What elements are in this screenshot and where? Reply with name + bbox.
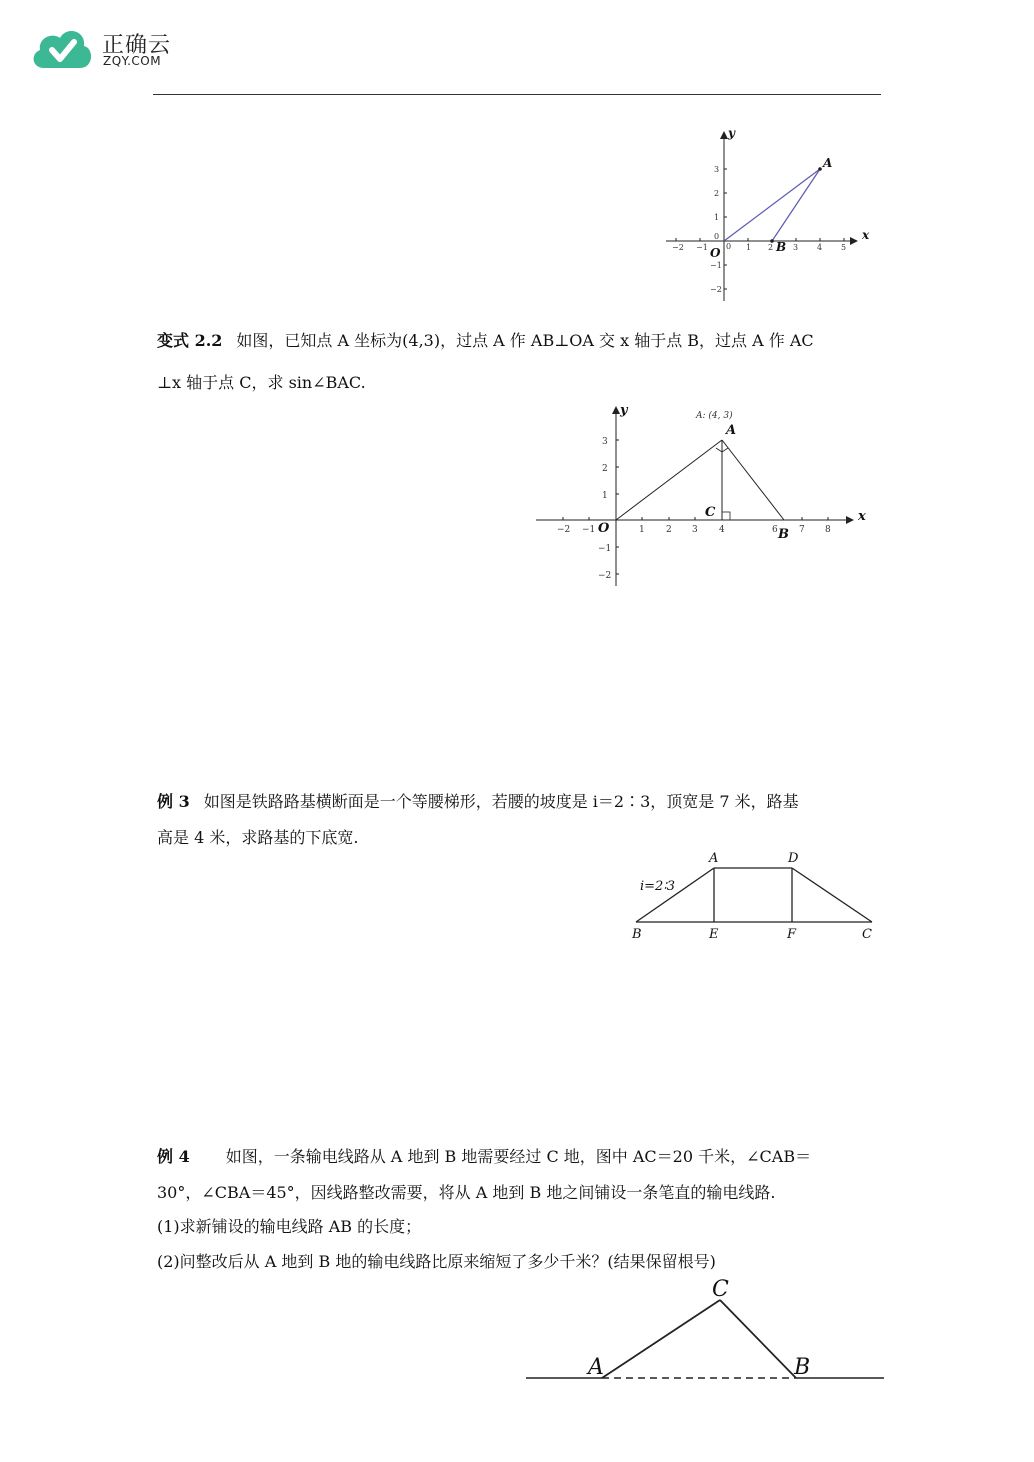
point-c-label: C xyxy=(862,927,872,942)
x-tick-label: −2 xyxy=(672,243,684,252)
segment-ab xyxy=(772,169,820,241)
x-tick-label: 1 xyxy=(639,525,645,535)
leg-ab xyxy=(636,868,714,922)
x-tick-label: 8 xyxy=(825,525,831,535)
example-3-text-line1: 如图是铁路路基横断面是一个等腰梯形，若腰的坡度是 i＝2∶3，顶宽是 7 米，路基 xyxy=(203,792,799,811)
x-tick-label: 3 xyxy=(692,525,698,535)
slope-label: i=2∶3 xyxy=(640,879,675,894)
axis-x-label: x xyxy=(858,509,866,524)
x-tick-label: 7 xyxy=(799,525,805,535)
y-tick-label: 1 xyxy=(714,213,720,222)
example-4-line2: 30°，∠CBA＝45°，因线路整改需要，将从 A 地到 B 地之间铺设一条笔直的输电线路. xyxy=(157,1183,776,1202)
x-tick-label: −1 xyxy=(582,525,596,535)
y-tick-label: −1 xyxy=(710,261,722,270)
figure-4-power-line xyxy=(524,1274,886,1384)
zqy-logo-icon xyxy=(28,22,96,72)
x-tick-label: −2 xyxy=(557,525,571,535)
y-tick-label: 0 xyxy=(714,232,720,241)
point-b-label: B xyxy=(632,927,642,942)
x-tick-label: −1 xyxy=(696,243,708,252)
point-a-label: A xyxy=(726,423,737,438)
example-4-line1 xyxy=(157,1147,811,1167)
x-tick-label: 1 xyxy=(746,243,752,252)
header-divider xyxy=(153,94,881,95)
x-tick-label: 4 xyxy=(719,525,725,535)
origin-label: O xyxy=(710,246,721,260)
x-tick-label: 2 xyxy=(666,525,672,535)
leg-dc xyxy=(792,868,872,922)
point-a-label: A xyxy=(709,851,719,866)
example-3-line1 xyxy=(157,792,799,812)
point-c-label: C xyxy=(712,1277,729,1302)
variant-2-2-line2: ⊥x 轴于点 C，求 sin∠BAC. xyxy=(157,373,366,392)
y-tick-label: −1 xyxy=(598,544,612,554)
point-f-label: F xyxy=(787,927,797,942)
segment-oa xyxy=(724,169,820,241)
point-a-label: A xyxy=(823,156,833,170)
figure-2-coordinate-plot xyxy=(530,398,875,588)
point-e-label: E xyxy=(709,927,719,942)
origin-label: O xyxy=(598,521,610,536)
segment-ac xyxy=(602,1300,720,1378)
y-tick-label: −2 xyxy=(598,571,612,581)
example-3-line2: 高是 4 米，求路基的下底宽. xyxy=(157,828,359,847)
figure-1-coordinate-plot xyxy=(660,125,880,305)
x-tick-label: 3 xyxy=(793,243,799,252)
example-4-text-line1: 如图，一条输电线路从 A 地到 B 地需要经过 C 地，图中 AC＝20 千米，∠CAB＝ xyxy=(225,1147,812,1166)
y-tick-label: −2 xyxy=(710,285,722,294)
y-tick-label: 2 xyxy=(602,464,608,474)
y-tick-label: 3 xyxy=(714,165,720,174)
brand-name-en: ZQY.COM xyxy=(103,54,162,68)
variant-text-line1: 如图，已知点 A 坐标为(4,3)，过点 A 作 AB⊥OA 交 x 轴于点 B，过点 A 作 AC xyxy=(236,331,814,350)
y-tick-label: 3 xyxy=(602,437,608,447)
variant-2-2-line1 xyxy=(157,331,814,351)
right-angle-mark-c xyxy=(722,512,730,520)
point-c-label: C xyxy=(705,505,716,520)
x-tick-label: 2 xyxy=(768,243,774,252)
point-d-label: D xyxy=(788,851,799,866)
x-tick-label: 4 xyxy=(817,243,823,252)
example-4-label: 例 4 xyxy=(157,1147,190,1166)
point-b-label: B xyxy=(776,240,787,254)
axis-y-label: y xyxy=(620,403,628,418)
axis-y-label: y xyxy=(728,126,735,140)
point-b-label: B xyxy=(778,527,789,542)
example-4-question-2: (2)问整改后从 A 地到 B 地的输电线路比原来缩短了多少千米？(结果保留根号) xyxy=(157,1252,716,1271)
example-4-question-1: (1)求新铺设的输电线路 AB 的长度； xyxy=(157,1217,422,1236)
point-a-label: A xyxy=(588,1355,604,1380)
example-3-label: 例 3 xyxy=(157,792,190,811)
variant-label: 变式 2.2 xyxy=(157,331,223,350)
x-tick-label: 5 xyxy=(841,243,847,252)
segment-ab xyxy=(722,440,784,520)
x-tick-label: 6 xyxy=(772,525,778,535)
point-b-label: B xyxy=(794,1355,811,1380)
y-tick-label: 1 xyxy=(602,491,608,501)
x-tick-label: 0 xyxy=(726,242,732,251)
figure-3-trapezoid xyxy=(624,848,884,946)
axis-x-label: x xyxy=(862,228,870,242)
brand-name-cn: 正确云 xyxy=(102,33,172,58)
segment-cb xyxy=(720,1300,796,1378)
y-tick-label: 2 xyxy=(714,189,720,198)
point-a-dot xyxy=(818,167,822,171)
coordinate-label: A: (4, 3) xyxy=(696,411,733,421)
